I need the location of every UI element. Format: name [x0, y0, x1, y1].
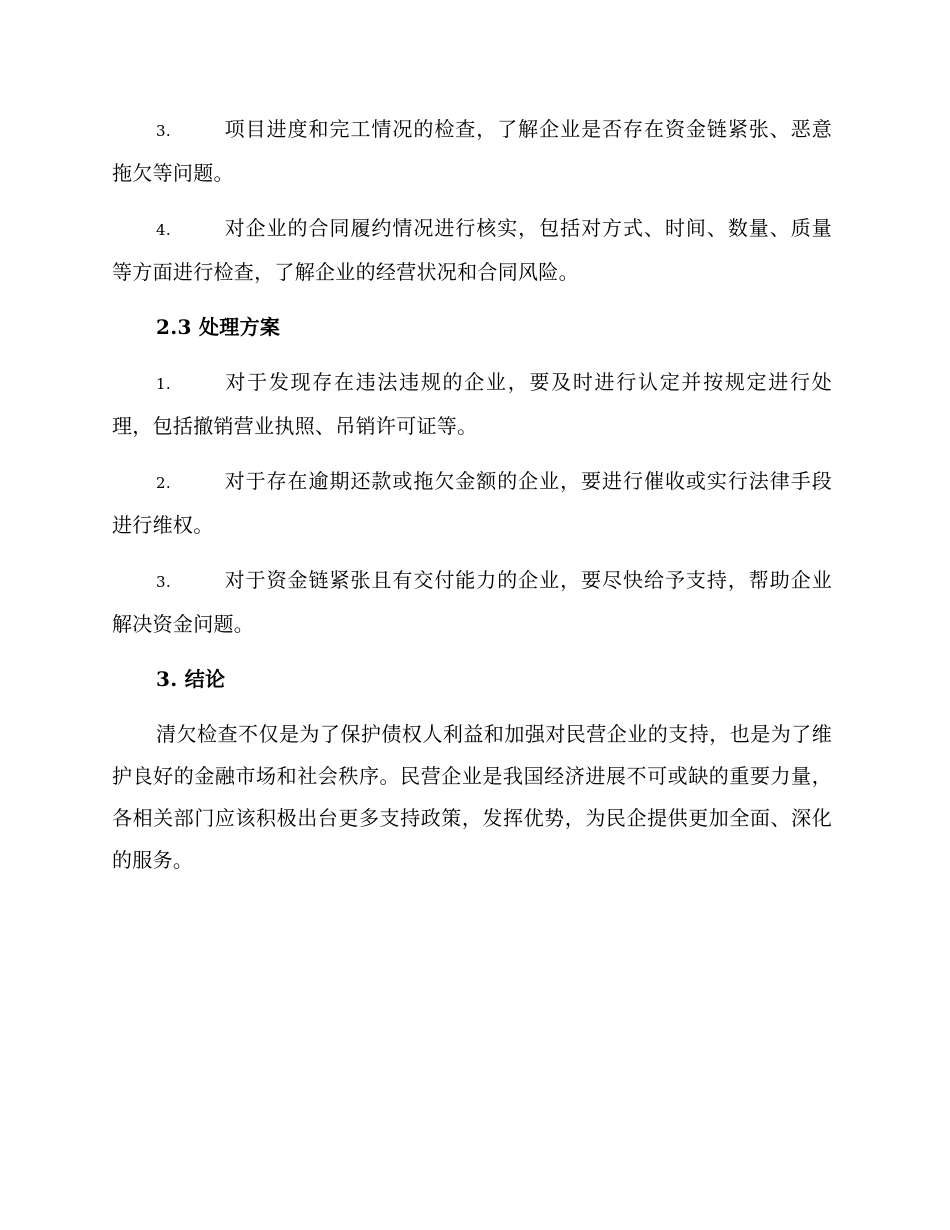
- section-title: 结论: [184, 667, 226, 691]
- list-item: [112, 207, 832, 293]
- section-number: 3.: [156, 667, 178, 691]
- list-item-number: 2.: [156, 474, 171, 492]
- section-heading-2-3: [112, 306, 832, 348]
- list-item-text: 项目进度和完工情况的检查，了解企业是否存在资金链紧张、恶意拖欠等问题。: [112, 117, 832, 185]
- conclusion-paragraph: 清欠检查不仅是为了保护债权人利益和加强对民营企业的支持，也是为了维护良好的金融市场和社会秩序。民营企业是我国经济进展不可或缺的重要力量，各相关部门应该积极出台更多支持政策，发挥优势，为民企提供更加全面、深化的服务。: [112, 722, 832, 872]
- list-item-number: 1.: [156, 375, 171, 393]
- section-heading-3: [112, 658, 832, 700]
- list-item: [112, 559, 832, 645]
- list-item-number: 4.: [156, 221, 171, 239]
- list-item-number: 3.: [156, 122, 171, 140]
- section-title: 处理方案: [198, 315, 281, 339]
- document-body: [112, 108, 832, 894]
- list-item: [112, 460, 832, 546]
- list-item: [112, 361, 832, 447]
- list-item-text: 对于发现存在违法违规的企业，要及时进行认定并按规定进行处理，包括撤销营业执照、吊销许可证等。: [112, 370, 832, 438]
- list-item: [112, 108, 832, 194]
- list-item-text: 对于存在逾期还款或拖欠金额的企业，要进行催收或实行法律手段进行维权。: [112, 469, 832, 537]
- list-item-text: 对企业的合同履约情况进行核实，包括对方式、时间、数量、质量等方面进行检查，了解企业的经营状况和合同风险。: [112, 216, 832, 284]
- list-item-number: 3.: [156, 573, 171, 591]
- section-number: 2.3: [156, 315, 192, 339]
- list-item-text: 对于资金链紧张且有交付能力的企业，要尽快给予支持，帮助企业解决资金问题。: [112, 568, 832, 636]
